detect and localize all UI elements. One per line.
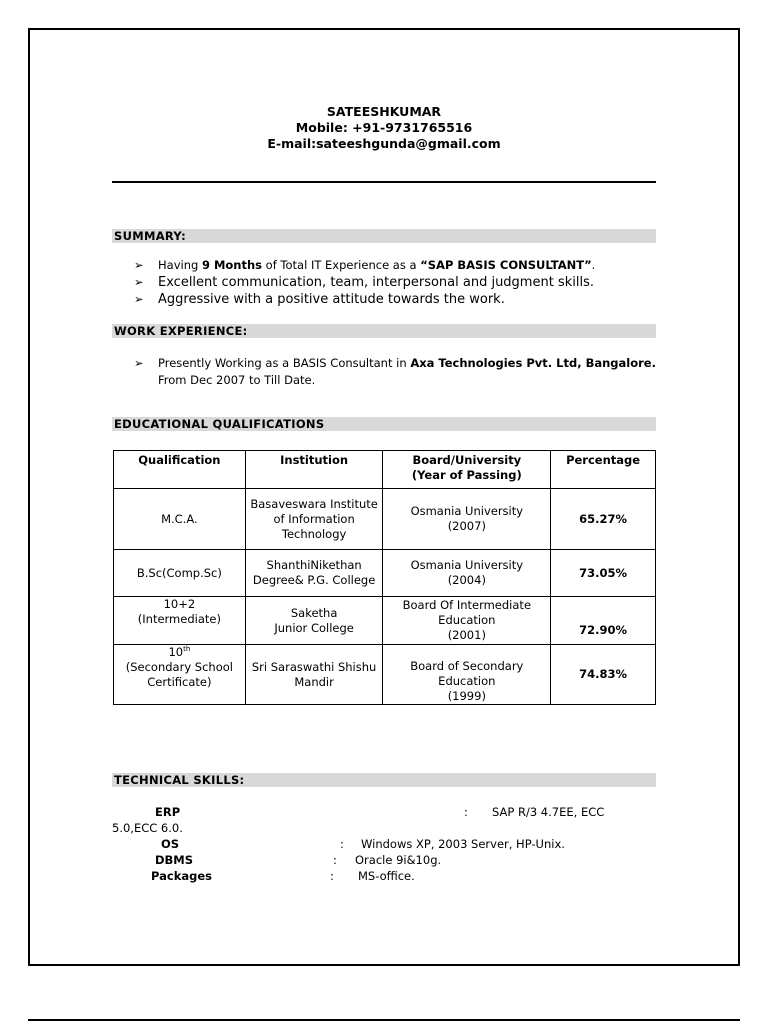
technical-skills-list: [112, 804, 672, 884]
arrow-bullet-icon: ➢: [134, 292, 144, 306]
percentage-cell: 74.83%: [551, 645, 656, 705]
skill-label: DBMS: [155, 853, 194, 867]
resume-header: [112, 104, 656, 152]
email-address: E-mail:sateeshgunda@gmail.com: [267, 136, 501, 151]
qualification-cell: 10th (Secondary School Certificate): [114, 645, 246, 705]
institution-cell: Basaveswara Institute of Information Technology: [245, 489, 383, 550]
board-cell: Osmania University (2004): [383, 550, 551, 597]
skill-row: OS : Windows XP, 2003 Server, HP-Unix.: [161, 837, 565, 851]
percentage-cell: 73.05%: [551, 550, 656, 597]
candidate-name: SATEESHKUMAR: [326, 104, 442, 119]
column-header: Institution: [245, 451, 383, 489]
board-cell: Board Of Intermediate Education (2001): [383, 597, 551, 645]
skill-value: MS-office.: [358, 869, 415, 883]
skill-row: DBMS : Oracle 9i&10g.: [155, 853, 442, 867]
next-page-border: [28, 1019, 740, 1021]
board-cell: Board of Secondary Education (1999): [383, 645, 551, 705]
qualification-cell: 10+2 (Intermediate): [114, 597, 246, 645]
table-row: [114, 645, 656, 705]
institution-cell: Saketha Junior College: [245, 597, 383, 645]
work-experience-heading: WORK EXPERIENCE:: [112, 324, 656, 338]
arrow-bullet-icon: ➢: [134, 258, 144, 272]
skill-row: ERP : SAP R/3 4.7EE, ECC: [155, 805, 605, 819]
institution-cell: Sri Saraswathi Shishu Mandir: [245, 645, 383, 705]
qualification-cell: M.C.A.: [114, 489, 246, 550]
skill-row: Packages : MS-office.: [151, 869, 415, 883]
skill-label: Packages: [151, 869, 212, 883]
work-experience-item: ➢ Presently Working as a BASIS Consultant in Axa Technologies Pvt. Ltd, Bangalore. From Dec 2007 to Till Date.: [134, 356, 656, 387]
table-row: [114, 597, 656, 645]
qualification-cell: B.Sc(Comp.Sc): [114, 550, 246, 597]
skill-value: SAP R/3 4.7EE, ECC: [492, 805, 605, 819]
arrow-bullet-icon: ➢: [134, 356, 144, 370]
header-divider: [112, 181, 656, 183]
company-name: Axa Technologies Pvt. Ltd, Bangalore.: [410, 356, 656, 370]
board-cell: Osmania University (2007): [383, 489, 551, 550]
institution-cell: ShanthiNikethan Degree& P.G. College: [245, 550, 383, 597]
skill-value-continuation: 5.0,ECC 6.0.: [112, 821, 183, 835]
technical-skills-heading: TECHNICAL SKILLS:: [112, 773, 656, 787]
column-header: Qualification: [114, 451, 246, 489]
percentage-cell: 65.27%: [551, 489, 656, 550]
mobile-number: Mobile: +91-9731765516: [295, 120, 473, 135]
summary-item: ➢ Excellent communication, team, interpersonal and judgment skills.: [134, 275, 594, 290]
skill-label: OS: [161, 837, 180, 851]
summary-item: ➢ Having 9 Months of Total IT Experience as a “SAP BASIS CONSULTANT”.: [134, 258, 596, 272]
skill-value: Oracle 9i&10g.: [355, 853, 442, 867]
education-table: [113, 450, 656, 705]
column-header: Board/University (Year of Passing): [383, 451, 551, 489]
arrow-bullet-icon: ➢: [134, 275, 144, 289]
summary-heading: SUMMARY:: [112, 229, 656, 243]
table-row: [114, 550, 656, 597]
skill-label: ERP: [155, 805, 181, 819]
summary-item: ➢ Aggressive with a positive attitude towards the work.: [134, 292, 505, 307]
percentage-cell: 72.90%: [551, 597, 656, 645]
table-header-row: [114, 451, 656, 489]
skill-value: Windows XP, 2003 Server, HP-Unix.: [361, 837, 565, 851]
table-row: [114, 489, 656, 550]
summary-list: [134, 257, 664, 308]
column-header: Percentage: [551, 451, 656, 489]
education-heading: EDUCATIONAL QUALIFICATIONS: [112, 417, 656, 431]
